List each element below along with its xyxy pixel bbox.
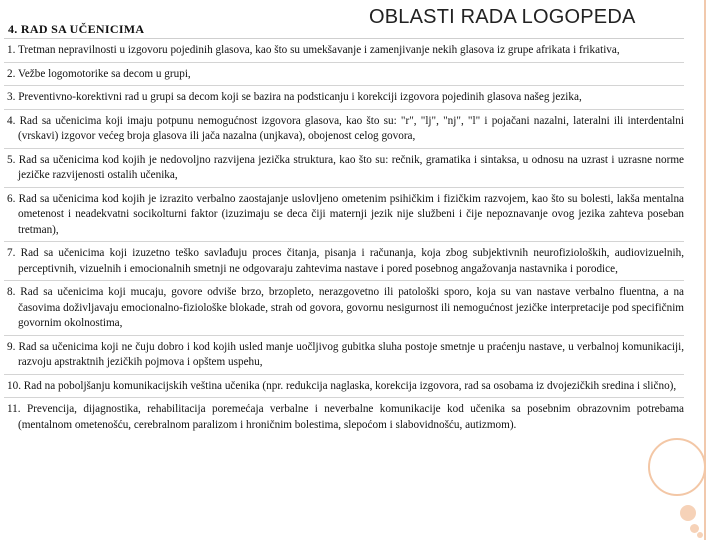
decorative-dot xyxy=(697,532,703,538)
list-item: 6. Rad sa učenicima kod kojih je izrazito verbalno zaostajanje uslovljeno ometenim psihičkim i fizičkim razvojem, kao što su bolesti, lakša mentalna ometenost i neadekvatni socikolturni faktor (izuzimaju se deca čiji maternji jezik nije službeni i čije nepoznavanje ovog jezika zahteva poseban tretman), xyxy=(4,187,684,242)
slide-title: OBLASTI RADA LOGOPEDA xyxy=(369,6,636,28)
list-item: 4. Rad sa učenicima koji imaju potpunu nemogućnost izgovora glasova, kao što su: "r", "lj", "nj", "l" i pojačani nazalni, lateralni ili interdentalni (vrskavi) izgovor većeg broja glasova ili jača nazalna (unjkava), obojenost celog govora, xyxy=(4,109,684,148)
list-item: 2. Vežbe logomotorike sa decom u grupi, xyxy=(4,62,684,86)
list-item: 1. Tretman nepravilnosti u izgovoru pojedinih glasova, kao što su umekšavanje i zamenjivanje nekih glasova iz grupe afrikata i frikativa, xyxy=(4,38,684,62)
list-item: 9. Rad sa učenicima koji ne čuju dobro i kod kojih usled manje uočljivog gubitka sluha postoje smetnje u praćenju nastave, u verbalnoj komunikaciji, razvoju apstraktnih jezičkih pojmova i opštem uspehu, xyxy=(4,335,684,374)
decorative-circle xyxy=(648,438,706,496)
section-label: 4. RAD SA UČENICIMA xyxy=(8,22,145,36)
list-item: 5. Rad sa učenicima kod kojih je nedovoljno razvijena jezička struktura, kao što su: rečnik, gramatika i sintaksa, u odnosu na uzrast i uzrasne norme jezičke razvijenosti ostalih učenika, xyxy=(4,148,684,187)
list-item: 7. Rad sa učenicima koji izuzetno teško savlađuju proces čitanja, pisanja i računanja, koja zbog subjektivnih neurofizioloških, audiovizuelnih, perceptivnih, vizuelnih i emocionalnih smetnji ne odgovaraju zahtevima nastave i pored posebnog angažovanja nastavnika i porodice, xyxy=(4,241,684,280)
item-list xyxy=(4,38,684,436)
list-item: 10. Rad na poboljšanju komunikacijskih veština učenika (npr. redukcija naglaska, korekcija izgovora, rad sa osobama iz dvojezičkih sredina i slično), xyxy=(4,374,684,398)
list-item: 8. Rad sa učenicima koji mucaju, govore odviše brzo, brzopleto, nerazgovetno ili patološki sporo, koja su van nastave verbalno fluentna, a na časovima doživljavaju emocionalno-fiziološke blokade, strah od govora, govornu nesigurnost ili nemogućnost jezičke interpretacije pod specifičnim govornim okolnostima, xyxy=(4,280,684,335)
list-item: 11. Prevencija, dijagnostika, rehabilitacija poremećaja verbalne i neverbalne komunikacije kod učenika sa posebnim obrazovnim potrebama (mentalnom ometenošću, cerebralnom paralizom i hroničnim bolestima, slepoćom i slabovidnošću, autizmom). xyxy=(4,397,684,436)
list-item: 3. Preventivno-korektivni rad u grupi sa decom koji se bazira na podsticanju i korekciji izgovora pojedinih glasova našeg jezika, xyxy=(4,85,684,109)
decorative-dot xyxy=(680,505,696,521)
